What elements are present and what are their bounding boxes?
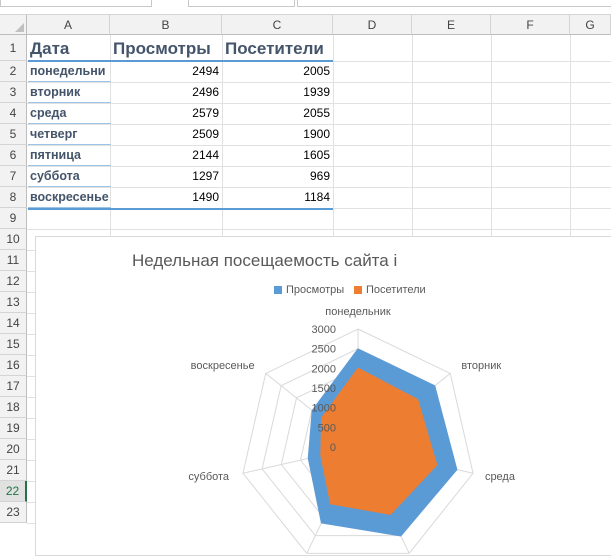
header-date[interactable]: Дата	[30, 39, 70, 58]
radar-tick-label: 500	[317, 422, 336, 435]
row-header-10[interactable]: 10	[0, 229, 27, 250]
legend-label-views: Просмотры	[286, 284, 345, 296]
cell-views[interactable]: 2496	[192, 85, 219, 99]
cell-day[interactable]: вторник	[30, 85, 81, 99]
cell-visitors[interactable]: 1900	[303, 127, 330, 141]
chart-title: Недельная посещаемость сайта і	[132, 251, 398, 270]
row-header-8[interactable]: 8	[0, 187, 27, 208]
row-header-7[interactable]: 7	[0, 166, 27, 187]
row-header-18[interactable]: 18	[0, 397, 27, 418]
row-header-12[interactable]: 12	[0, 271, 27, 292]
radar-tick-label: 3000	[311, 324, 336, 336]
cell-day[interactable]: четверг	[30, 127, 78, 141]
row-header-13[interactable]: 13	[0, 292, 27, 313]
radar-tick-label: 2000	[311, 363, 336, 376]
row-header-11[interactable]: 11	[0, 250, 27, 271]
radar-category-label: суббота	[188, 471, 230, 484]
row-header-2[interactable]: 2	[0, 61, 27, 82]
radar-category-label: вторник	[461, 359, 502, 372]
cell-day[interactable]: суббота	[30, 169, 80, 183]
row-header-23[interactable]: 23	[0, 502, 27, 523]
column-header-e[interactable]: E	[412, 15, 491, 35]
column-header-b[interactable]: B	[110, 15, 222, 35]
radar-category-label: воскресенье	[190, 359, 255, 372]
row-header-1[interactable]: 1	[0, 35, 27, 61]
row-header-22[interactable]: 22	[0, 481, 27, 502]
cell-views[interactable]: 1297	[192, 169, 219, 183]
cell-day[interactable]: понедельни	[30, 64, 106, 78]
radar-tick-label: 1500	[311, 383, 336, 395]
cell-views[interactable]: 2144	[192, 148, 219, 162]
cell-views[interactable]: 2494	[192, 64, 219, 78]
cell-visitors[interactable]: 2055	[303, 106, 330, 120]
column-header-d[interactable]: D	[333, 15, 412, 35]
row-header-16[interactable]: 16	[0, 355, 27, 376]
legend-label-visitors: Посетители	[366, 284, 426, 296]
cell-visitors[interactable]: 1605	[303, 148, 330, 162]
row-header-5[interactable]: 5	[0, 124, 27, 145]
column-header-f[interactable]: F	[491, 15, 570, 35]
cell-visitors[interactable]: 1939	[303, 85, 330, 99]
row-header-17[interactable]: 17	[0, 376, 27, 397]
row-header-20[interactable]: 20	[0, 439, 27, 460]
column-header-a[interactable]: A	[27, 15, 110, 35]
radar-tick-label: 2500	[311, 343, 336, 356]
radar-tick-label: 0	[329, 442, 336, 454]
cell-visitors[interactable]: 969	[309, 169, 330, 183]
cell-views[interactable]: 1490	[192, 190, 219, 204]
row-header-19[interactable]: 19	[0, 418, 27, 439]
cell-day[interactable]: среда	[30, 106, 67, 120]
row-header-4[interactable]: 4	[0, 103, 27, 124]
row-header-15[interactable]: 15	[0, 334, 27, 355]
row-header-14[interactable]: 14	[0, 313, 27, 334]
cell-views[interactable]: 2579	[192, 106, 219, 120]
cell-visitors[interactable]: 2005	[303, 64, 330, 78]
column-header-c[interactable]: C	[222, 15, 333, 35]
radar-category-label: понедельник	[325, 306, 391, 318]
row-header-3[interactable]: 3	[0, 82, 27, 103]
row-header-21[interactable]: 21	[0, 460, 27, 481]
cell-views[interactable]: 2509	[192, 127, 219, 141]
cell-visitors[interactable]: 1184	[304, 190, 330, 204]
row-header-9[interactable]: 9	[0, 208, 27, 229]
header-views[interactable]: Просмотры	[113, 39, 211, 58]
header-visitors[interactable]: Посетители	[225, 39, 324, 58]
radar-category-label: среда	[484, 471, 515, 484]
cell-day[interactable]: воскресенье	[30, 190, 109, 204]
row-header-6[interactable]: 6	[0, 145, 27, 166]
cell-day[interactable]: пятница	[30, 148, 81, 162]
radar-tick-label: 1000	[311, 402, 336, 415]
column-header-g[interactable]: G	[570, 15, 611, 35]
